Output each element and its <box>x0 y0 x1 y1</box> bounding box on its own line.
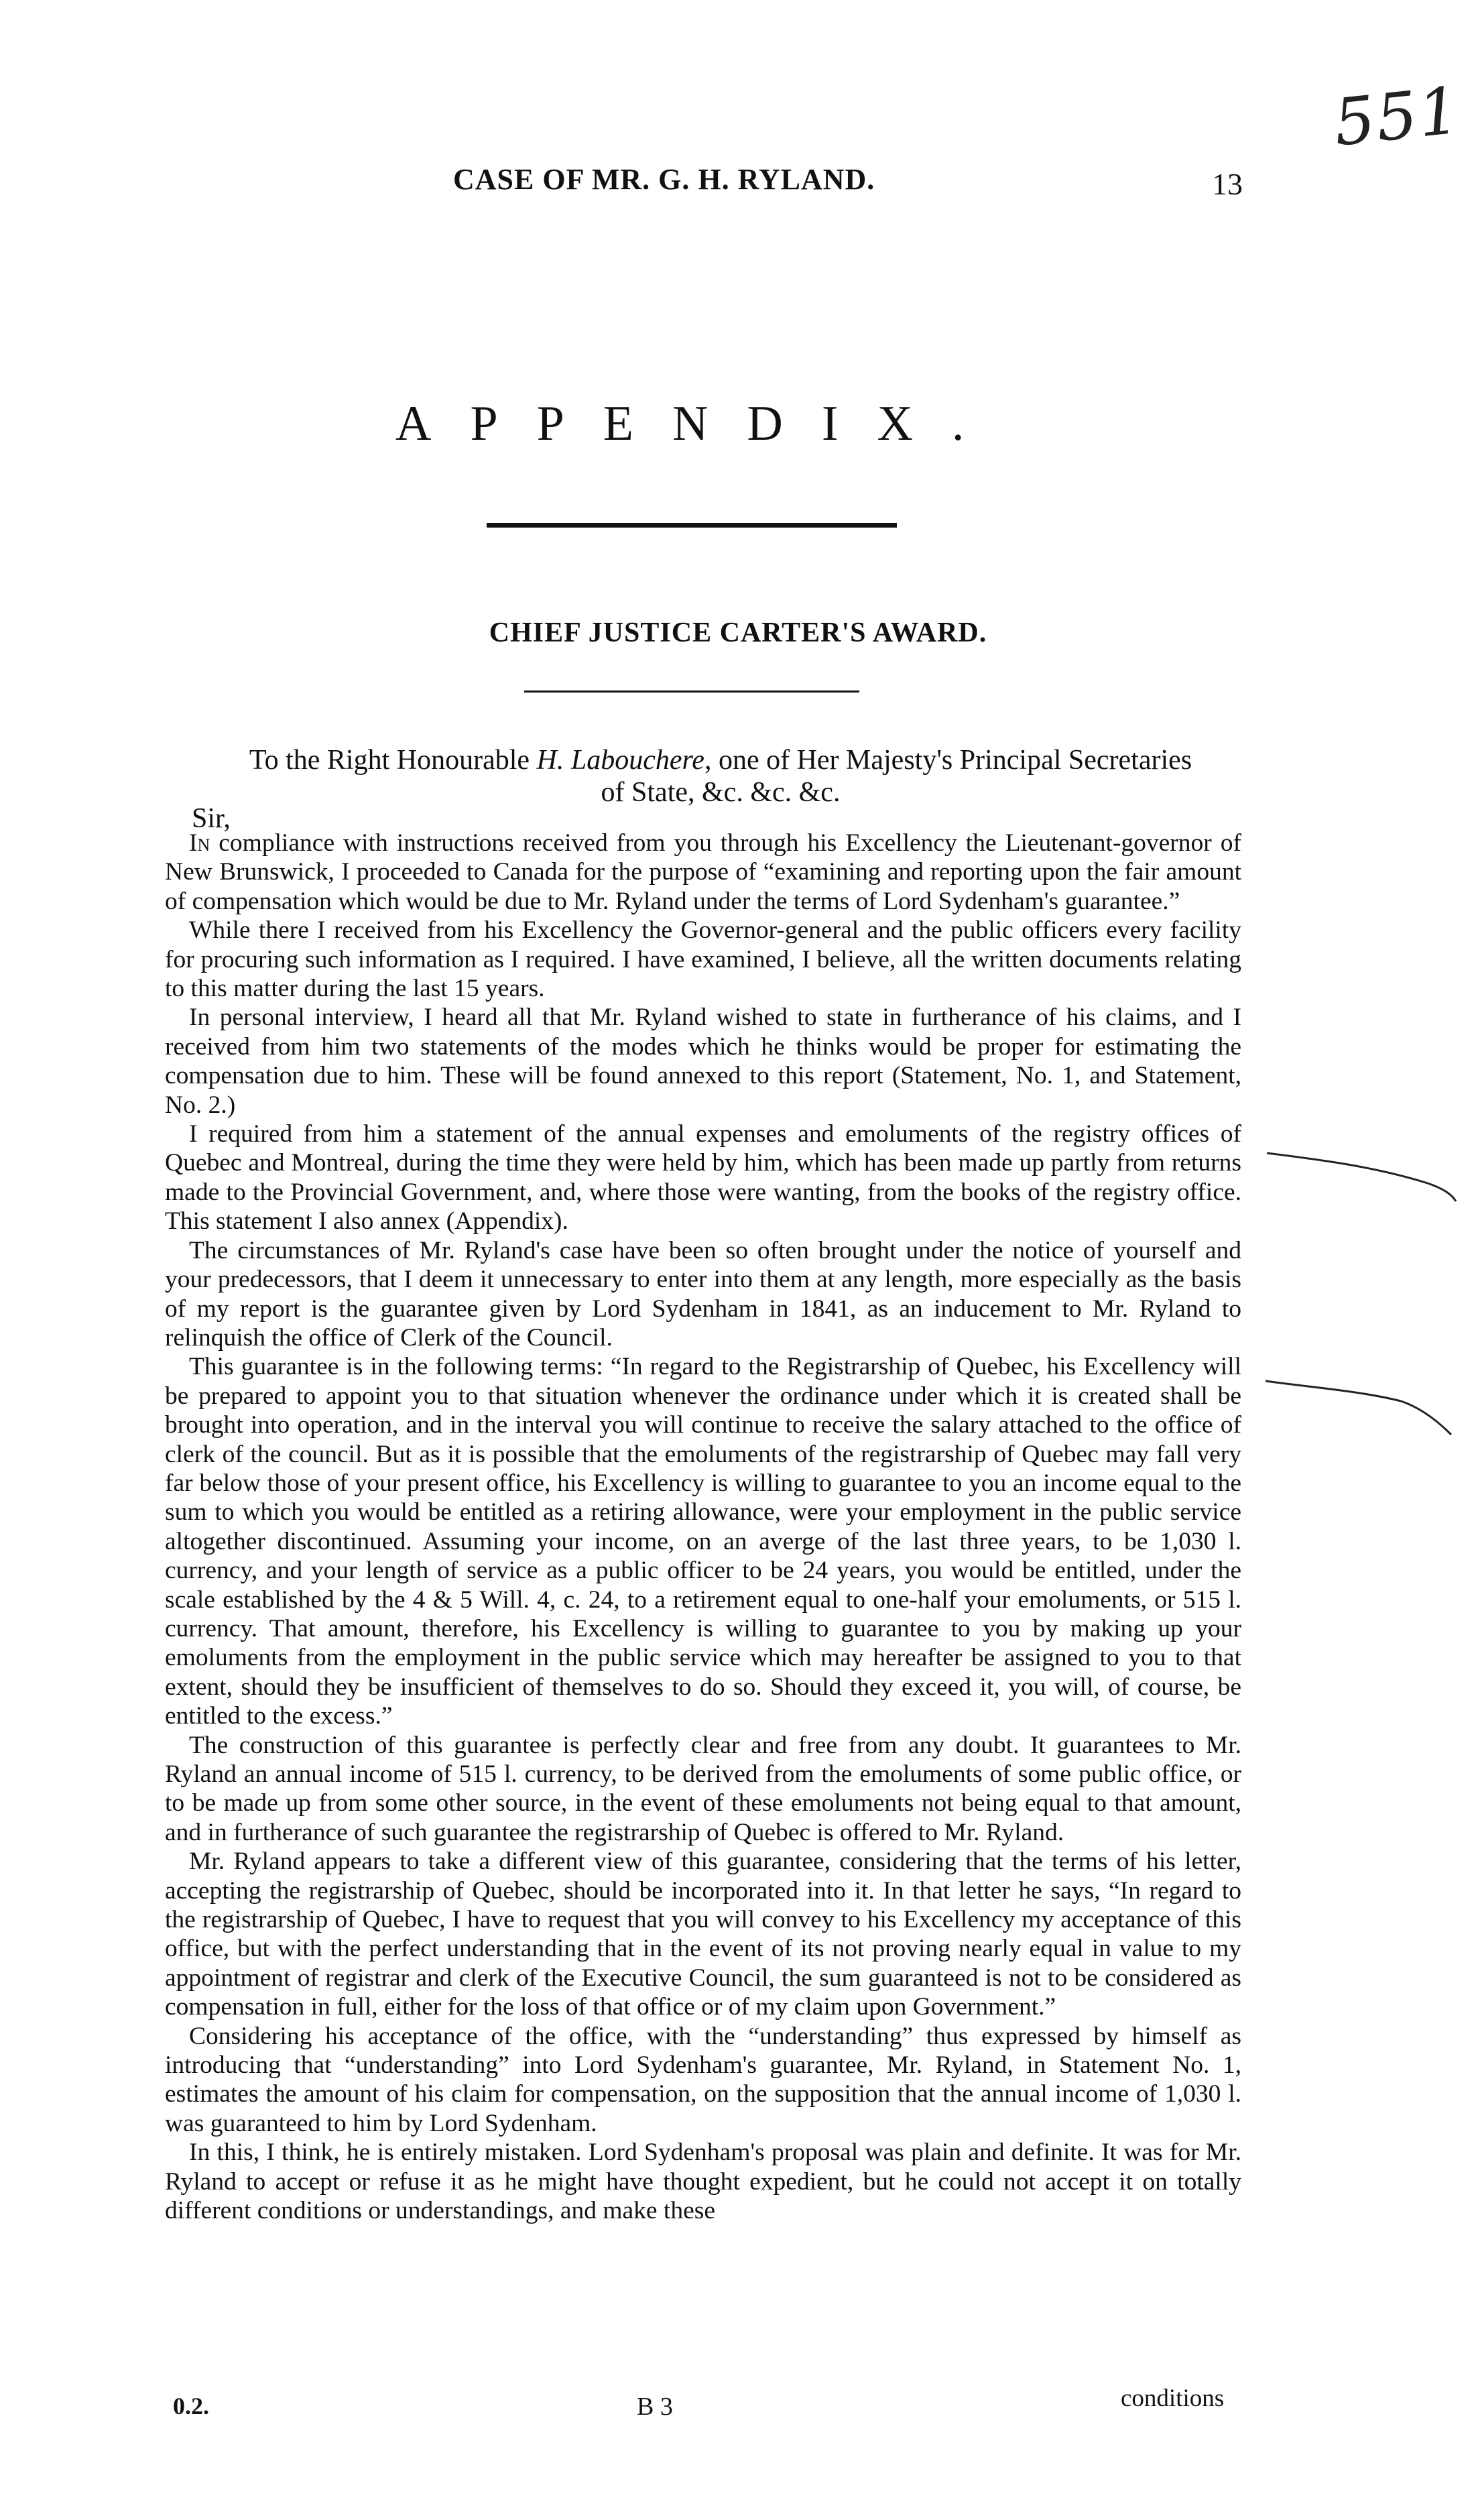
paragraph: Considering his acceptance of the office, with the “understanding” thus expressed by himself as introducing that “understanding” into Lord Sydenham's guarantee, Mr. Ryland, in Statement No. 1, estimates the amount of his claim for compensation, on the supposition that the annual income of 1,030 l. was guaranteed to him by Lord Sydenham. <box>165 2022 1241 2137</box>
footer-catchword: conditions <box>1121 2385 1225 2412</box>
address-block <box>168 744 1274 808</box>
footer-signature-mark: B 3 <box>637 2393 673 2421</box>
paragraph: While there I received from his Excellency the Governor-general and the public officers every facility for procuring such information as I required. I have examined, I believe, all the written documents relating to this matter during the last 15 years. <box>165 916 1241 1003</box>
footer-sessional-number: 0.2. <box>173 2393 209 2419</box>
body-text <box>165 829 1241 2226</box>
salutation: Sir, <box>192 803 231 834</box>
page-number: 13 <box>1212 167 1243 201</box>
section-title: CHIEF JUSTICE CARTER'S AWARD. <box>489 617 987 648</box>
title-rule <box>487 523 897 528</box>
paragraph: In this, I think, he is entirely mistaken. Lord Sydenham's proposal was plain and definite. It was for Mr. Ryland to accept or refuse it as he might have thought expedient, but he could not accept it on totally different conditions or understandings, and make these <box>165 2139 1241 2225</box>
paragraph-text: compliance with instructions received from you through his Excellency the Lieutenant-governor of New Brunswick, I proceeded to Canada for the purpose of “examining and reporting upon the fair amount of compensation which would be due to Mr. Ryland under the terms of Lord Sydenham's guarantee.” <box>165 829 1241 915</box>
margin-pen-mark <box>1260 1368 1461 1448</box>
paragraph: In personal interview, I heard all that Mr. Ryland wished to state in furtherance of his claims, and I received from him two statements of the modes which he thinks would be proper for estimating the compensation due to him. These will be found annexed to this report (Statement, No. 1, and Statement, No. 2.) <box>165 1004 1241 1119</box>
margin-pen-mark <box>1260 1140 1461 1220</box>
address-line-1-post: , one of Her Majesty's Principal Secretaries <box>704 745 1192 776</box>
paragraph: Mr. Ryland appears to take a different view of this guarantee, considering that the terms of his letter, accepting the registrarship of Quebec, should be incorporated into it. In that letter he says, “In regard to the registrarship of Quebec, I have to request that you will convey to his Excellency my acceptance of this office, but with the perfect understanding that in the event of its not proving nearly equal in value to my appointment of registrar and clerk of the Executive Council, the sum guaranteed is not to be considered as compensation in full, either for the loss of that office or of my claim upon Government.” <box>165 1848 1241 2021</box>
paragraph: The construction of this guarantee is perfectly clear and free from any doubt. It guarantees to Mr. Ryland an annual income of 515 l. currency, to be derived from the emoluments of some public office, or to be made up from some other source, in the event of these emoluments not being equal to that amount, and in furtherance of such guarantee the registrarship of Quebec is offered to Mr. Ryland. <box>165 1731 1241 1846</box>
address-line-1-pre: To the Right Honourable <box>249 745 537 776</box>
paragraph <box>165 829 1241 916</box>
paragraph: I required from him a statement of the annual expenses and emoluments of the registry offices of Quebec and Montreal, during the time they were held by him, which has been made up partly from returns made to the Provincial Government, and, where those were wanting, from the books of the registry office. This statement I also annex (Appendix). <box>165 1120 1241 1236</box>
address-line-1 <box>168 744 1274 776</box>
appendix-title: APPENDIX. <box>395 396 1003 451</box>
paragraph: This guarantee is in the following terms: “In regard to the Registrarship of Quebec, his Excellency will be prepared to appoint you to that situation whenever the ordinance under which it is created shall be brought into operation, and in the interval you will continue to receive the salary attached to the office of clerk of the council. But as it is possible that the emoluments of the registrarship of Quebec may fall very far below those of your present office, his Excellency is willing to guarantee to you an income equal to the sum to which you would be entitled as a retiring allowance, were your employment in the public service altogether discontinued. Assuming your income, on an averge of the last three years, to be 1,030 l. currency, and your length of service as a public officer to be 24 years, you would be entitled, under the scale established by the 4 & 5 Will. 4, c. 24, to a retirement equal to one-half your emoluments, or 515 l. currency. That amount, therefore, his Excellency is willing to guarantee to you by making up your emoluments from the employment in the public service which may hereafter be assigned to you to that extent, should they be insufficient of themselves to do so. Should they exceed it, you will, of course, be entitled to the excess.” <box>165 1353 1241 1730</box>
running-head: CASE OF MR. G. H. RYLAND. <box>453 163 875 196</box>
paragraph-lead: In <box>189 829 210 857</box>
paragraph: The circumstances of Mr. Ryland's case have been so often brought under the notice of yourself and your predecessors, that I deem it unnecessary to enter into them at any length, more especially as the basis of my report is the guarantee given by Lord Sydenham in 1841, as an inducement to Mr. Ryland to relinquish the office of Clerk of the Council. <box>165 1236 1241 1352</box>
address-line-2: of State, &c. &c. &c. <box>601 777 841 808</box>
addressee-name: H. Labouchere <box>536 745 704 776</box>
handwritten-folio-number: 551 <box>1330 72 1465 161</box>
section-rule <box>524 691 859 693</box>
